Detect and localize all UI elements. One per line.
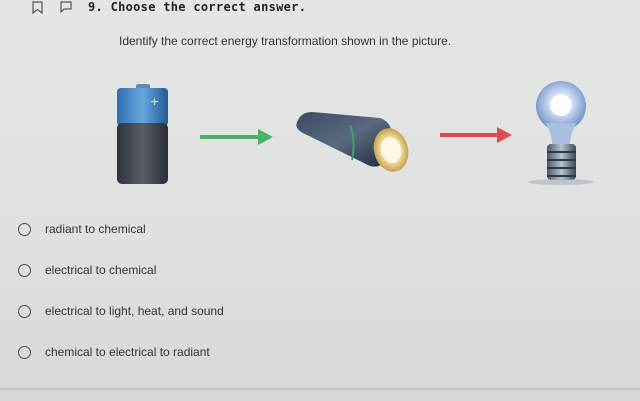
radio-button[interactable]: [18, 305, 31, 318]
answer-option[interactable]: [18, 217, 146, 241]
divider: [0, 388, 640, 390]
option-label: electrical to light, heat, and sound: [45, 304, 224, 318]
arrow-right-icon: [440, 127, 512, 143]
question-prompt: Identify the correct energy transformation shown in the picture.: [119, 34, 452, 48]
bookmark-icon[interactable]: [32, 1, 43, 14]
answer-option[interactable]: [18, 299, 224, 323]
svg-text:+: +: [150, 95, 160, 108]
arrow-right-icon: [200, 129, 273, 145]
flag-icon[interactable]: [60, 1, 72, 14]
radio-button[interactable]: [18, 223, 31, 236]
flashlight-image: [296, 112, 413, 176]
answer-option[interactable]: [18, 258, 156, 282]
answer-option[interactable]: [18, 340, 210, 364]
radio-button[interactable]: [18, 264, 31, 277]
battery-image: [117, 84, 168, 184]
option-label: electrical to chemical: [45, 263, 157, 277]
option-label: radiant to chemical: [45, 222, 146, 236]
option-label: chemical to electrical to radiant: [45, 345, 210, 359]
energy-figure: [100, 78, 620, 193]
radio-button[interactable]: [18, 346, 31, 359]
light-bulb-image: [528, 81, 594, 185]
question-title: 9. Choose the correct answer.: [88, 0, 307, 14]
